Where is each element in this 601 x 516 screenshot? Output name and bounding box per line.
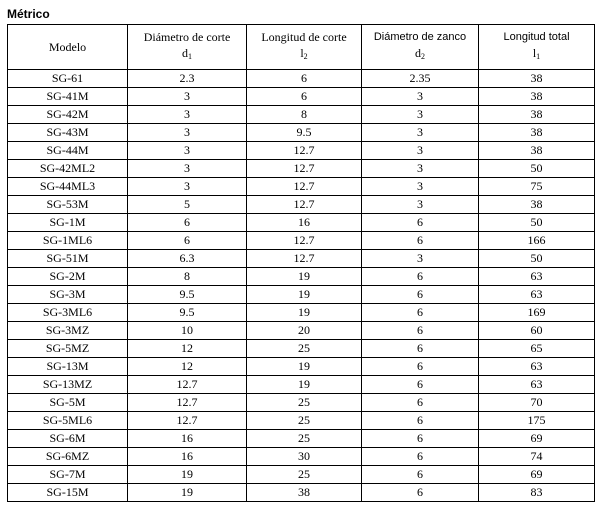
table-row <box>8 304 595 322</box>
table-row <box>8 196 595 214</box>
cell-l1: 83 <box>479 484 595 502</box>
cell-l2: 8 <box>247 106 362 124</box>
table-row <box>8 178 595 196</box>
cell-d2: 3 <box>362 250 479 268</box>
table-row <box>8 124 595 142</box>
table-row <box>8 466 595 484</box>
table-row <box>8 448 595 466</box>
table-row <box>8 484 595 502</box>
cell-l1: 169 <box>479 304 595 322</box>
cell-modelo: SG-44ML3 <box>8 178 128 196</box>
cell-d2: 6 <box>362 448 479 466</box>
cell-l1: 50 <box>479 160 595 178</box>
cell-modelo: SG-6M <box>8 430 128 448</box>
cell-d1: 19 <box>128 484 247 502</box>
cell-modelo: SG-44M <box>8 142 128 160</box>
cell-l1: 50 <box>479 214 595 232</box>
cell-l2: 30 <box>247 448 362 466</box>
header-diametro-corte <box>128 25 247 70</box>
cell-l2: 38 <box>247 484 362 502</box>
table-row <box>8 322 595 340</box>
table-row <box>8 268 595 286</box>
cell-d2: 6 <box>362 304 479 322</box>
table-row <box>8 430 595 448</box>
cell-d2: 3 <box>362 124 479 142</box>
cell-d2: 3 <box>362 142 479 160</box>
cell-d1: 16 <box>128 430 247 448</box>
table-row <box>8 232 595 250</box>
table-row <box>8 214 595 232</box>
table-row <box>8 376 595 394</box>
table-row <box>8 340 595 358</box>
cell-modelo: SG-1ML6 <box>8 232 128 250</box>
cell-l2: 12.7 <box>247 232 362 250</box>
cell-l2: 19 <box>247 376 362 394</box>
cell-modelo: SG-61 <box>8 70 128 88</box>
cell-l1: 166 <box>479 232 595 250</box>
page-title: Métrico <box>7 7 50 21</box>
cell-d2: 6 <box>362 214 479 232</box>
cell-l2: 9.5 <box>247 124 362 142</box>
table-row <box>8 160 595 178</box>
cell-d1: 9.5 <box>128 304 247 322</box>
table-row <box>8 106 595 124</box>
cell-l1: 38 <box>479 142 595 160</box>
cell-l1: 63 <box>479 376 595 394</box>
cell-d2: 6 <box>362 430 479 448</box>
cell-d1: 3 <box>128 178 247 196</box>
table-header-row <box>8 25 595 70</box>
table-row <box>8 358 595 376</box>
cell-d1: 9.5 <box>128 286 247 304</box>
cell-l2: 16 <box>247 214 362 232</box>
table-row <box>8 250 595 268</box>
cell-d2: 6 <box>362 340 479 358</box>
cell-d1: 2.3 <box>128 70 247 88</box>
header-diametro-zanco-symbol: d2 <box>415 46 425 61</box>
table-row <box>8 88 595 106</box>
cell-modelo: SG-43M <box>8 124 128 142</box>
cell-l2: 6 <box>247 88 362 106</box>
cell-modelo: SG-5MZ <box>8 340 128 358</box>
cell-l1: 69 <box>479 430 595 448</box>
cell-d2: 6 <box>362 286 479 304</box>
cell-modelo: SG-3ML6 <box>8 304 128 322</box>
cell-l2: 25 <box>247 340 362 358</box>
cell-d2: 2.35 <box>362 70 479 88</box>
header-longitud-corte-label: Longitud de corte <box>261 30 347 44</box>
cell-l1: 38 <box>479 106 595 124</box>
cell-modelo: SG-6MZ <box>8 448 128 466</box>
cell-d1: 12 <box>128 340 247 358</box>
cell-modelo: SG-51M <box>8 250 128 268</box>
cell-modelo: SG-41M <box>8 88 128 106</box>
cell-l2: 25 <box>247 430 362 448</box>
cell-l1: 50 <box>479 250 595 268</box>
cell-l2: 25 <box>247 412 362 430</box>
cell-l2: 12.7 <box>247 250 362 268</box>
cell-d1: 6 <box>128 232 247 250</box>
cell-d2: 3 <box>362 106 479 124</box>
table-row <box>8 286 595 304</box>
cell-modelo: SG-2M <box>8 268 128 286</box>
cell-l2: 19 <box>247 304 362 322</box>
header-longitud-corte <box>247 25 362 70</box>
cell-d1: 3 <box>128 88 247 106</box>
header-diametro-zanco-label: Diámetro de zanco <box>373 31 467 43</box>
cell-modelo: SG-5M <box>8 394 128 412</box>
cell-modelo: SG-3M <box>8 286 128 304</box>
cell-d2: 3 <box>362 178 479 196</box>
cell-l2: 12.7 <box>247 142 362 160</box>
cell-modelo: SG-42ML2 <box>8 160 128 178</box>
cell-d1: 12.7 <box>128 376 247 394</box>
cell-l1: 63 <box>479 358 595 376</box>
header-longitud-total-label: Longitud total <box>503 31 570 43</box>
metric-spec-table <box>7 24 595 502</box>
cell-d1: 6.3 <box>128 250 247 268</box>
cell-l1: 38 <box>479 124 595 142</box>
cell-modelo: SG-13MZ <box>8 376 128 394</box>
cell-l1: 65 <box>479 340 595 358</box>
table-row <box>8 412 595 430</box>
cell-d1: 3 <box>128 106 247 124</box>
cell-l2: 19 <box>247 286 362 304</box>
cell-l1: 38 <box>479 88 595 106</box>
table-body <box>8 70 595 502</box>
header-longitud-corte-symbol: l2 <box>300 46 308 61</box>
cell-l1: 69 <box>479 466 595 484</box>
cell-d2: 6 <box>362 232 479 250</box>
cell-l2: 12.7 <box>247 178 362 196</box>
cell-d1: 3 <box>128 142 247 160</box>
cell-d1: 3 <box>128 160 247 178</box>
cell-l1: 175 <box>479 412 595 430</box>
cell-d2: 6 <box>362 358 479 376</box>
cell-d2: 6 <box>362 412 479 430</box>
cell-d1: 12 <box>128 358 247 376</box>
cell-l2: 25 <box>247 466 362 484</box>
cell-l1: 60 <box>479 322 595 340</box>
cell-l1: 70 <box>479 394 595 412</box>
cell-l1: 63 <box>479 286 595 304</box>
cell-d2: 6 <box>362 394 479 412</box>
header-modelo: Modelo <box>8 25 128 70</box>
cell-l2: 12.7 <box>247 160 362 178</box>
cell-l2: 19 <box>247 358 362 376</box>
cell-modelo: SG-1M <box>8 214 128 232</box>
table-row <box>8 142 595 160</box>
cell-modelo: SG-53M <box>8 196 128 214</box>
cell-l1: 38 <box>479 196 595 214</box>
cell-d2: 6 <box>362 322 479 340</box>
cell-d1: 10 <box>128 322 247 340</box>
cell-d1: 12.7 <box>128 394 247 412</box>
cell-d1: 19 <box>128 466 247 484</box>
cell-l1: 63 <box>479 268 595 286</box>
cell-l2: 12.7 <box>247 196 362 214</box>
cell-d1: 5 <box>128 196 247 214</box>
cell-l1: 75 <box>479 178 595 196</box>
cell-l2: 6 <box>247 70 362 88</box>
cell-d1: 12.7 <box>128 412 247 430</box>
cell-modelo: SG-5ML6 <box>8 412 128 430</box>
cell-d2: 3 <box>362 88 479 106</box>
cell-d2: 3 <box>362 196 479 214</box>
cell-d2: 6 <box>362 484 479 502</box>
cell-d2: 3 <box>362 160 479 178</box>
table-row <box>8 70 595 88</box>
header-longitud-total <box>479 25 595 70</box>
cell-d1: 8 <box>128 268 247 286</box>
cell-d2: 6 <box>362 268 479 286</box>
header-longitud-total-symbol: l1 <box>532 46 541 61</box>
header-diametro-zanco <box>362 25 479 70</box>
cell-modelo: SG-15M <box>8 484 128 502</box>
cell-d2: 6 <box>362 466 479 484</box>
header-diametro-corte-label: Diámetro de corte <box>143 30 231 44</box>
cell-d1: 16 <box>128 448 247 466</box>
cell-modelo: SG-13M <box>8 358 128 376</box>
cell-l1: 38 <box>479 70 595 88</box>
cell-l2: 20 <box>247 322 362 340</box>
cell-l2: 25 <box>247 394 362 412</box>
cell-d1: 6 <box>128 214 247 232</box>
cell-l1: 74 <box>479 448 595 466</box>
cell-l2: 19 <box>247 268 362 286</box>
cell-modelo: SG-42M <box>8 106 128 124</box>
cell-d1: 3 <box>128 124 247 142</box>
cell-modelo: SG-3MZ <box>8 322 128 340</box>
header-diametro-corte-symbol: d1 <box>182 46 192 61</box>
cell-modelo: SG-7M <box>8 466 128 484</box>
table-row <box>8 394 595 412</box>
cell-d2: 6 <box>362 376 479 394</box>
